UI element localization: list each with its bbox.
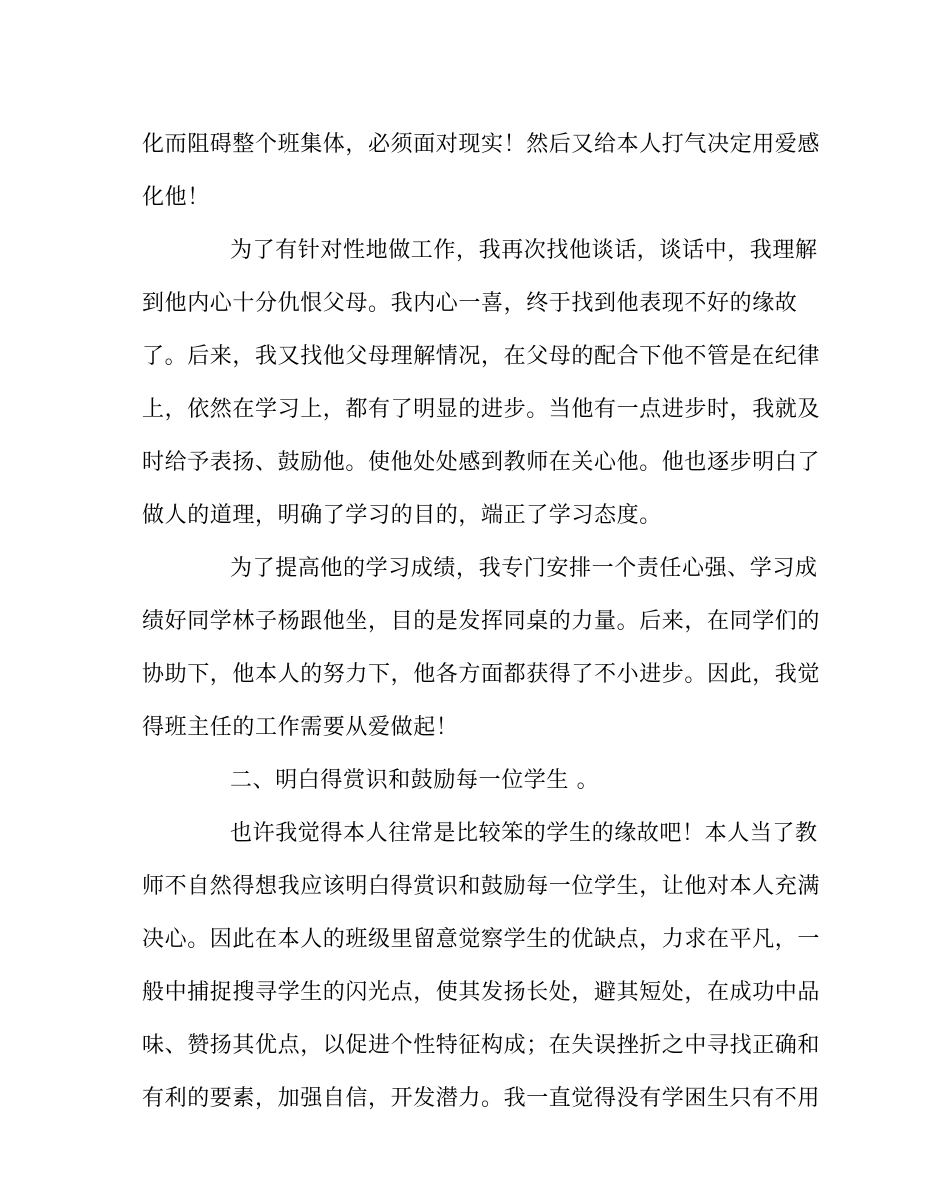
paragraph-start-line: 为了有针对性地做工作，我再次找他谈话，谈话中，我理解	[230, 238, 818, 263]
paragraph-start-line: 也许我觉得本人往常是比较笨的学生的缘故吧！本人当了教	[230, 821, 818, 846]
text-line: 时给予表扬、鼓励他。使他处处感到教师在关心他。他也逐步明白了	[142, 450, 821, 475]
text-line: 上，依然在学习上，都有了明显的进步。当他有一点进步时，我就及	[142, 397, 821, 422]
text-line: 化他！	[142, 185, 210, 210]
text-line: 化而阻碍整个班集体，必须面对现实！然后又给本人打气决定用爱感	[142, 132, 821, 157]
section-heading: 二、明白得赏识和鼓励每一位学生 。	[230, 768, 600, 793]
text-line: 决心。因此在本人的班级里留意觉察学生的优缺点，力求在平凡，一	[142, 927, 821, 952]
text-line: 协助下，他本人的努力下，他各方面都获得了不小进步。因此，我觉	[142, 662, 821, 687]
text-line: 味、赞扬其优点，以促进个性特征构成；在失误挫折之中寻找正确和	[142, 1033, 821, 1058]
text-line: 到他内心十分仇恨父母。我内心一喜，终于找到他表现不好的缘故	[142, 291, 798, 316]
text-line: 做人的道理，明确了学习的目的，端正了学习态度。	[142, 503, 662, 528]
text-line: 般中捕捉搜寻学生的闪光点，使其发扬长处，避其短处，在成功中品	[142, 980, 821, 1005]
text-line: 绩好同学林子杨跟他坐，目的是发挥同桌的力量。后来，在同学们的	[142, 609, 821, 634]
text-line: 师不自然得想我应该明白得赏识和鼓励每一位学生，让他对本人充满	[142, 874, 821, 899]
document-body	[142, 118, 821, 1125]
text-line: 得班主任的工作需要从爱做起！	[142, 715, 459, 740]
text-line: 有利的要素，加强自信，开发潜力。我一直觉得没有学困生只有不用	[142, 1086, 821, 1111]
paragraph-start-line: 为了提高他的学习成绩，我专门安排一个责任心强、学习成	[230, 556, 818, 581]
text-line: 了。后来，我又找他父母理解情况，在父母的配合下他不管是在纪律	[142, 344, 821, 369]
